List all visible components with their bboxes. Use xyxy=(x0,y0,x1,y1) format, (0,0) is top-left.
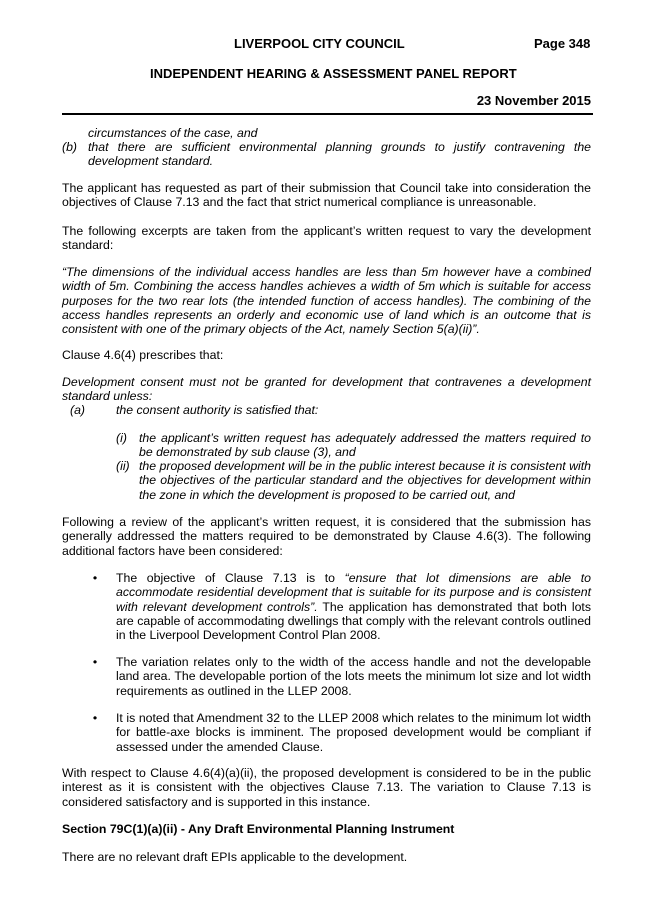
list-continuation: circumstances of the case, and xyxy=(88,126,258,140)
clause-text: Development consent must not be granted for development that contravenes a development standard unless: xyxy=(62,375,591,404)
paragraph-applicant-request: The applicant has requested as part of their submission that Council take into consideration the objectives of Clause 7.13 and the fact that strict numerical compliance is unreasonable. xyxy=(62,181,591,210)
paragraph-public-interest: With respect to Clause 4.6(4)(a)(ii), the proposed development is considered to be in the public interest as it is consistent with the objectives Clause 7.13. The variation to Clause 7.13 is considered satisfactory and is supported in this instance. xyxy=(62,766,591,809)
bullet-item-quote: “ensure that lot dimensions are able to accommodate residential development that is suitable for its purpose and is consistent with relevant development controls”. xyxy=(116,571,591,614)
clause-item-a: the consent authority is satisfied that: xyxy=(116,403,319,417)
page-number: Page 348 xyxy=(534,36,591,51)
clause-marker-a: (a) xyxy=(70,403,86,417)
bullet-marker: • xyxy=(92,571,98,585)
bullet-item-tail: The application has demonstrated that both lots are capable of accommodating dwellings that comply with the relevant controls outlined in the Liverpool Development Control Plan 2008. xyxy=(116,599,591,643)
section-heading: Section 79C(1)(a)(ii) - Any Draft Environmental Planning Instrument xyxy=(62,822,455,836)
bullet-item-amendment: It is noted that Amendment 32 to the LLEP 2008 which relates to the minimum lot width for battle-axe blocks is imminent. The proposed development would be compliant if assessed under the amended Clause. xyxy=(116,711,591,754)
council-name: LIVERPOOL CITY COUNCIL xyxy=(234,36,405,51)
list-item-b: that there are sufficient environmental planning grounds to justify contravening the development standard. xyxy=(88,140,591,169)
bullet-marker: • xyxy=(92,711,98,725)
list-marker-b: (b) xyxy=(62,140,78,154)
paragraph-excerpts-intro: The following excerpts are taken from the applicant’s written request to vary the development standard: xyxy=(62,224,591,253)
report-title: INDEPENDENT HEARING & ASSESSMENT PANEL REPORT xyxy=(150,66,517,81)
clause-intro: Clause 4.6(4) prescribes that: xyxy=(62,348,224,362)
report-date: 23 November 2015 xyxy=(476,93,591,108)
bullet-item-objective xyxy=(116,571,591,642)
header-rule xyxy=(62,113,593,115)
bullet-item-variation: The variation relates only to the width of the access handle and not the developable land area. The developable portion of the lots meets the minimum lot size and lot width requirements as outlined in the LLEP 2008. xyxy=(116,655,591,698)
applicant-quote: “The dimensions of the individual access handles are less than 5m however have a combined width of 5m. Combining the access handles achieves a width of 5m which is suitable for access purposes for the two rear lots (the intended function of access handles). The combining of the access handles represents an orderly and economic use of land which is an outcome that is consistent with one of the primary objects of the Act, namely Section 5(a)(ii)”. xyxy=(62,265,591,337)
paragraph-draft-epis: There are no relevant draft EPIs applicable to the development. xyxy=(62,850,408,864)
clause-marker-i: (i) xyxy=(116,431,127,445)
clause-item-ii: the proposed development will be in the public interest because it is consistent with the objectives of the particular standard and the objectives for development within the zone in which the development is proposed to be carried out, and xyxy=(139,459,591,502)
bullet-marker: • xyxy=(92,655,98,669)
clause-marker-ii: (ii) xyxy=(116,459,130,473)
bullet-item-lead: The objective of Clause 7.13 is to xyxy=(116,571,345,585)
paragraph-review: Following a review of the applicant’s written request, it is considered that the submission has generally addressed the matters required to be demonstrated by Clause 4.6(3). The following additional factors have been considered: xyxy=(62,515,591,558)
clause-item-i: the applicant’s written request has adequately addressed the matters required to be demonstrated by sub clause (3), and xyxy=(139,431,591,460)
